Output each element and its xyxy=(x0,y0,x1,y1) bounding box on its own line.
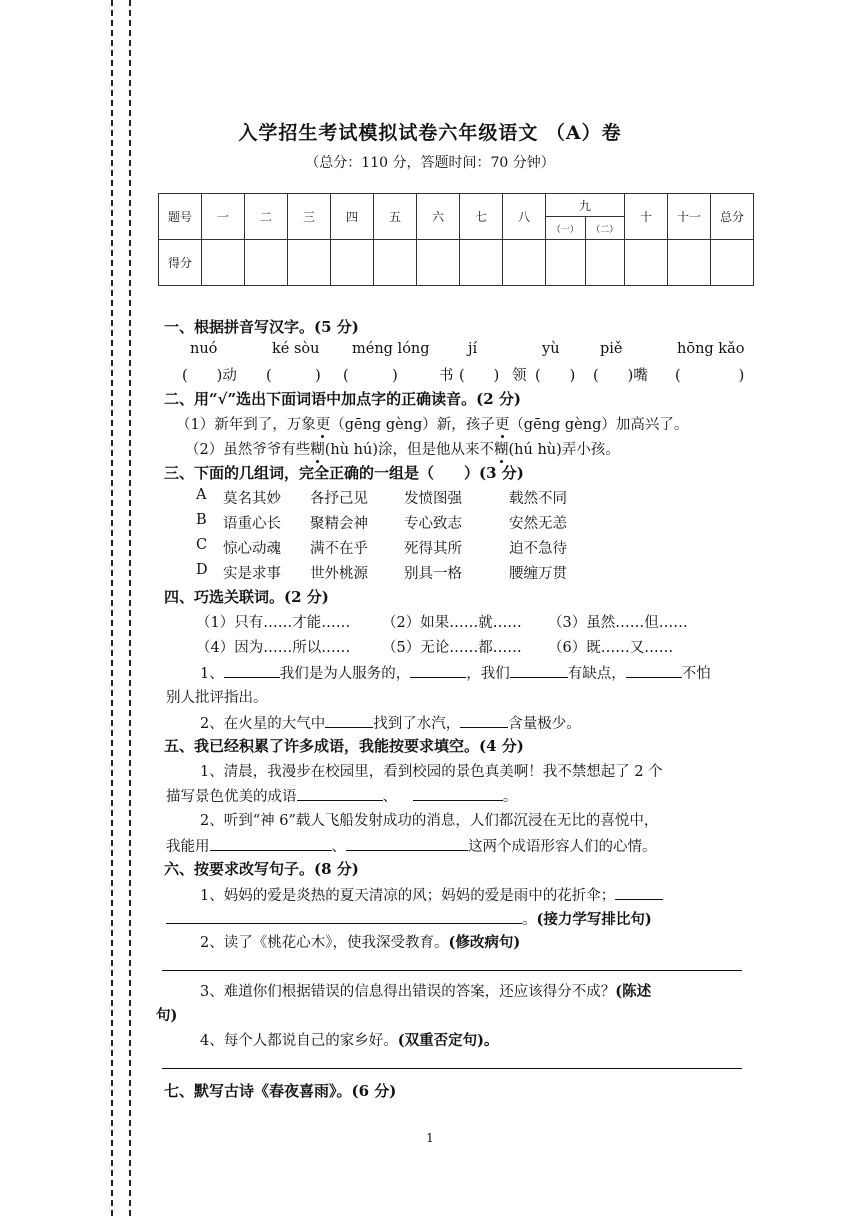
answer-blank[interactable]: ( )嘴 xyxy=(593,368,648,384)
option-word: 安然无恙 xyxy=(509,516,567,532)
requirement-text: (双重否定句)。 xyxy=(397,1032,499,1049)
fill-blank[interactable] xyxy=(346,834,468,851)
option-word: 别具一格 xyxy=(404,566,462,582)
pinyin: piě xyxy=(600,341,623,357)
score-table-col: 六 xyxy=(417,194,460,240)
question-text: 2、听到“神 6”载人飞船发射成功的消息，人们都沉浸在无比的喜悦中， xyxy=(200,813,659,829)
question-text: 有缺点， xyxy=(567,666,626,682)
question-text: 我能用 xyxy=(166,839,210,855)
score-table-col: 十一 xyxy=(668,194,711,240)
question-text: （2）虽然爷爷有些 xyxy=(185,442,311,458)
question-2-1 xyxy=(176,413,688,434)
option-word: 载然不同 xyxy=(509,491,567,507)
binding-margin-line xyxy=(129,0,131,1216)
question-text: 、 xyxy=(331,839,346,855)
answer-blank[interactable]: ( ) xyxy=(343,368,398,384)
fill-blank[interactable] xyxy=(297,784,383,801)
dotted-char: 糊 xyxy=(310,442,325,458)
question-text: （gēng gèng）新，孩子 xyxy=(330,417,495,433)
question-text: 别人批评指出。 xyxy=(166,690,268,706)
score-table-col: 五 xyxy=(374,194,417,240)
binding-margin-line xyxy=(111,0,113,1216)
question-text: 1、清晨，我漫步在校园里，看到校园的景色真美啊！我不禁想起了 2 个 xyxy=(200,764,663,780)
score-cell[interactable] xyxy=(374,240,417,286)
score-cell[interactable] xyxy=(668,240,711,286)
conjunction-option: （6）既……又…… xyxy=(548,640,674,656)
score-table-col: 总分 xyxy=(711,194,754,240)
pinyin: méng lóng xyxy=(352,341,430,357)
score-table-col: 一 xyxy=(202,194,245,240)
question-2-2 xyxy=(185,438,620,459)
score-cell[interactable] xyxy=(417,240,460,286)
requirement-text: 句) xyxy=(156,1007,178,1024)
question-5-1-line2 xyxy=(166,784,518,806)
fill-blank[interactable] xyxy=(413,784,503,801)
page-title: 入学招生考试模拟试卷六年级语文 （A）卷 xyxy=(238,122,622,144)
option-letter[interactable]: B xyxy=(196,512,207,528)
page-number: 1 xyxy=(426,1131,434,1145)
answer-blank[interactable]: ( ) xyxy=(675,368,745,384)
dotted-char: 糊 xyxy=(494,442,509,458)
question-text: 不怕 xyxy=(681,666,711,682)
question-6-3 xyxy=(200,980,651,1001)
score-table-col: 八 xyxy=(503,194,546,240)
conjunction-option: （2）如果……就…… xyxy=(382,615,522,631)
requirement-text: (接力学写排比句) xyxy=(536,911,652,928)
question-text: (hù hú)涂，但是他从来不 xyxy=(324,442,495,458)
fill-blank[interactable] xyxy=(166,907,522,924)
section-4-heading: 四、巧选关联词。(2 分) xyxy=(164,588,329,606)
answer-blank[interactable]: ( ) xyxy=(535,368,576,384)
score-cell[interactable] xyxy=(202,240,245,286)
section-1-heading: 一、根据拼音写汉字。(5 分) xyxy=(164,318,359,336)
fill-blank[interactable] xyxy=(626,661,682,678)
score-cell[interactable] xyxy=(460,240,503,286)
option-letter[interactable]: A xyxy=(196,487,207,503)
question-text: (hú hù)弄小孩。 xyxy=(508,442,620,458)
conjunction-option: （5）无论……都…… xyxy=(382,640,522,656)
answer-line[interactable] xyxy=(162,970,742,971)
question-6-1-line2 xyxy=(166,907,652,929)
option-word: 发愤图强 xyxy=(404,491,462,507)
score-table-subcol: （二） xyxy=(585,217,625,240)
score-table-subcol: （一） xyxy=(546,217,586,240)
answer-blank[interactable]: ( ) xyxy=(459,368,500,384)
question-text: 我们是为人服务的， xyxy=(279,666,411,682)
question-6-1-line1 xyxy=(200,883,663,905)
question-text: 这两个成语形容人们的心情。 xyxy=(468,839,657,855)
score-cell[interactable] xyxy=(625,240,668,286)
score-table xyxy=(158,193,754,286)
question-text: 2、在火星的大气中 xyxy=(200,716,326,732)
answer-blank[interactable]: ( )动 xyxy=(182,368,237,384)
fill-blank[interactable] xyxy=(325,711,373,728)
option-word: 满不在乎 xyxy=(310,541,368,557)
requirement-text: (陈述 xyxy=(615,983,652,1000)
page-subtitle: （总分：110 分，答题时间：70 分钟） xyxy=(305,155,555,171)
section-7-heading: 七、默写古诗《春夜喜雨》。(6 分) xyxy=(164,1082,397,1100)
question-text: 。 xyxy=(503,789,518,805)
answer-blank[interactable]: ( ) xyxy=(266,368,321,384)
pinyin: ké sòu xyxy=(272,341,320,357)
pinyin: yù xyxy=(542,341,560,357)
score-table-col: 九 xyxy=(546,194,625,217)
pinyin: nuó xyxy=(190,341,218,357)
score-cell[interactable] xyxy=(288,240,331,286)
section-5-heading: 五、我已经积累了许多成语，我能按要求填空。(4 分) xyxy=(164,737,524,755)
fill-blank[interactable] xyxy=(615,883,663,900)
conjunction-option: （1）只有……才能…… xyxy=(196,615,351,631)
score-table-header: 题号 xyxy=(159,194,202,240)
question-6-4 xyxy=(200,1029,498,1050)
question-text: 含量极少。 xyxy=(508,716,581,732)
score-cell[interactable] xyxy=(711,240,754,286)
score-table-col: 七 xyxy=(460,194,503,240)
option-word: 实是求事 xyxy=(223,566,281,582)
score-table-col: 二 xyxy=(245,194,288,240)
option-word: 专心致志 xyxy=(404,516,462,532)
question-text: ，我们 xyxy=(466,666,510,682)
requirement-text: (修改病句) xyxy=(448,934,521,951)
dotted-char: 更 xyxy=(315,417,331,433)
option-letter[interactable]: D xyxy=(196,562,208,578)
score-table-col: 十 xyxy=(625,194,668,240)
score-row-label: 得分 xyxy=(159,240,202,286)
fill-blank[interactable] xyxy=(224,661,280,678)
answer-line[interactable] xyxy=(162,1068,742,1069)
score-cell[interactable] xyxy=(585,240,625,286)
question-text: 1、 xyxy=(200,666,224,682)
question-6-2 xyxy=(200,931,520,952)
dotted-char: 更 xyxy=(494,417,510,433)
score-cell[interactable] xyxy=(546,240,586,286)
question-4-2 xyxy=(200,711,581,733)
option-word: 惊心动魂 xyxy=(223,541,281,557)
pinyin: jí xyxy=(468,341,478,357)
question-text: 找到了水汽， xyxy=(373,716,461,732)
score-cell[interactable] xyxy=(245,240,288,286)
answer-text: 书 xyxy=(439,368,454,384)
question-text: 4、每个人都说自己的家乡好。 xyxy=(200,1033,398,1049)
conjunction-option: （4）因为……所以…… xyxy=(196,640,351,656)
question-text: 3、难道你们根据错误的信息得出错误的答案，还应该得分不成？ xyxy=(200,984,616,1000)
question-text: （1）新年到了，万象 xyxy=(176,417,316,433)
answer-text: 领 xyxy=(512,368,527,384)
option-word: 死得其所 xyxy=(404,541,462,557)
score-cell[interactable] xyxy=(503,240,546,286)
section-3-heading: 三、下面的几组词，完全正确的一组是（ ）(3 分) xyxy=(164,464,524,482)
option-letter[interactable]: C xyxy=(196,537,208,553)
option-word: 迫不急待 xyxy=(509,541,567,557)
section-2-heading: 二、用“√”选出下面词语中加点字的正确读音。(2 分) xyxy=(164,390,521,408)
question-4-1 xyxy=(200,661,711,683)
question-text: 2、读了《桃花心木》，使我深受教育。 xyxy=(200,935,449,951)
option-word: 腰缠万贯 xyxy=(509,566,567,582)
pinyin: hōng kǎo xyxy=(677,341,745,357)
score-table-col: 三 xyxy=(288,194,331,240)
question-text: 描写景色优美的成语 xyxy=(166,789,297,805)
question-text: 。 xyxy=(522,912,537,928)
question-text: （gēng gèng）加高兴了。 xyxy=(509,417,689,433)
conjunction-option: （3）虽然……但…… xyxy=(548,615,688,631)
fill-blank[interactable] xyxy=(510,661,568,678)
score-table-col: 四 xyxy=(331,194,374,240)
option-word: 莫名其妙 xyxy=(223,491,281,507)
option-word: 聚精会神 xyxy=(310,516,368,532)
fill-blank[interactable] xyxy=(210,834,332,851)
question-5-2-line2 xyxy=(166,834,657,856)
section-6-heading: 六、按要求改写句子。(8 分) xyxy=(164,860,359,878)
option-word: 世外桃源 xyxy=(310,566,368,582)
option-word: 各抒己见 xyxy=(310,491,368,507)
question-text: 、 xyxy=(382,789,397,805)
fill-blank[interactable] xyxy=(410,661,466,678)
option-word: 语重心长 xyxy=(223,516,281,532)
question-text: 1、妈妈的爱是炎热的夏天清凉的风；妈妈的爱是雨中的花折伞； xyxy=(200,888,616,904)
score-cell[interactable] xyxy=(331,240,374,286)
fill-blank[interactable] xyxy=(460,711,508,728)
